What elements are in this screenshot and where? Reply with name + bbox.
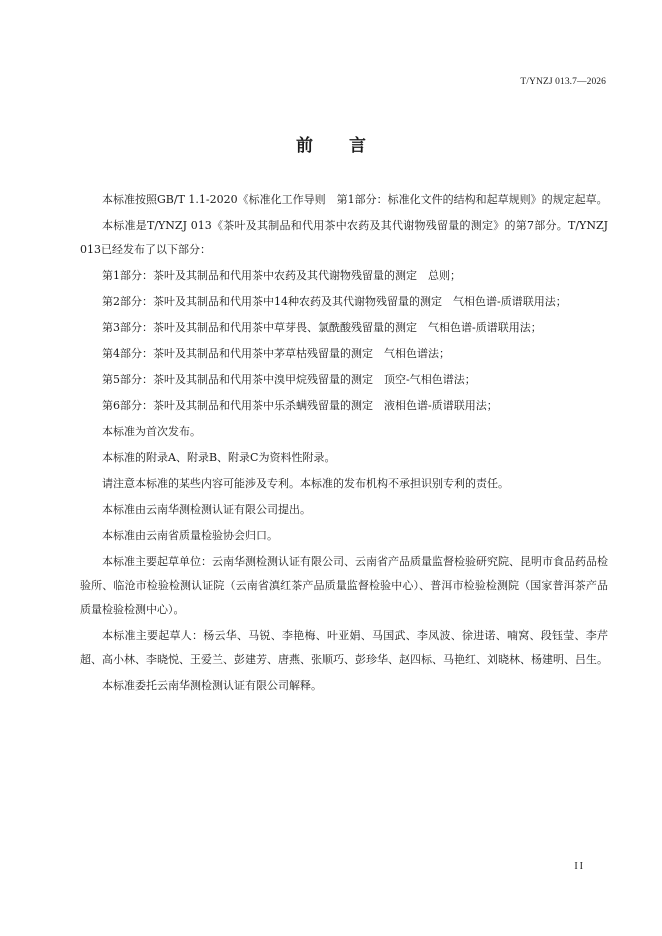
foreword-body xyxy=(80,188,608,700)
paragraph-interpretation: 本标准委托云南华测检测认证有限公司解释。 xyxy=(102,679,322,692)
page-title: 前言 xyxy=(296,136,402,156)
paragraph-series-intro: 本标准是T/YNZJ 013《茶叶及其制品和代用茶中农药及其代谢物残留量的测定》的第7部分。T/YNZJ 013已经发布了以下部分： xyxy=(80,219,608,256)
paragraph-drafters: 本标准主要起草人：杨云华、马锐、李艳梅、叶亚娟、马国武、李凤波、徐进诺、喃窝、段钰莹、李芹超、高小林、李晓悦、王爱兰、彭建芳、唐燕、张顺巧、彭珍华、赵四标、马艳红、刘晓林、杨建明、吕生。 xyxy=(80,629,608,666)
paragraph-administrator: 本标准由云南省质量检验协会归口。 xyxy=(102,529,278,542)
paragraph-appendices: 本标准的附录A、附录B、附录C为资料性附录。 xyxy=(102,451,336,464)
standard-code: T/YNZJ 013.7—2026 xyxy=(520,77,606,87)
paragraph-part-5: 第5部分：茶叶及其制品和代用茶中溴甲烷残留量的测定 顶空-气相色谱法； xyxy=(102,373,476,386)
paragraph-part-3: 第3部分：茶叶及其制品和代用茶中草芽畏、氯酰酸残留量的测定 气相色谱-质谱联用法； xyxy=(102,321,542,334)
paragraph-first-release: 本标准为首次发布。 xyxy=(102,425,201,438)
paragraph-part-2: 第2部分：茶叶及其制品和代用茶中14种农药及其代谢物残留量的测定 气相色谱-质谱联用法； xyxy=(102,295,567,308)
paragraph-drafting-rules: 本标准按照GB/T 1.1-2020《标准化工作导则 第1部分：标准化文件的结构和起草规则》的规定起草。 xyxy=(102,193,608,206)
page-number: II xyxy=(574,861,585,872)
paragraph-drafting-units: 本标准主要起草单位：云南华测检测认证有限公司、云南省产品质量监督检验研究院、昆明市食品药品检验所、临沧市检验检测认证院（云南省滇红茶产品质量监督检验中心）、普洱市检验检测院（国家普洱茶产品质量检验检测中心）。 xyxy=(80,555,608,616)
paragraph-proposer: 本标准由云南华测检测认证有限公司提出。 xyxy=(102,503,311,516)
paragraph-part-6: 第6部分：茶叶及其制品和代用茶中乐杀螨残留量的测定 液相色谱-质谱联用法； xyxy=(102,399,498,412)
paragraph-part-1: 第1部分：茶叶及其制品和代用茶中农药及其代谢物残留量的测定 总则； xyxy=(102,269,461,282)
paragraph-part-4: 第4部分：茶叶及其制品和代用茶中茅草枯残留量的测定 气相色谱法； xyxy=(102,347,450,360)
paragraph-patent-notice: 请注意本标准的某些内容可能涉及专利。本标准的发布机构不承担识别专利的责任。 xyxy=(102,477,509,490)
